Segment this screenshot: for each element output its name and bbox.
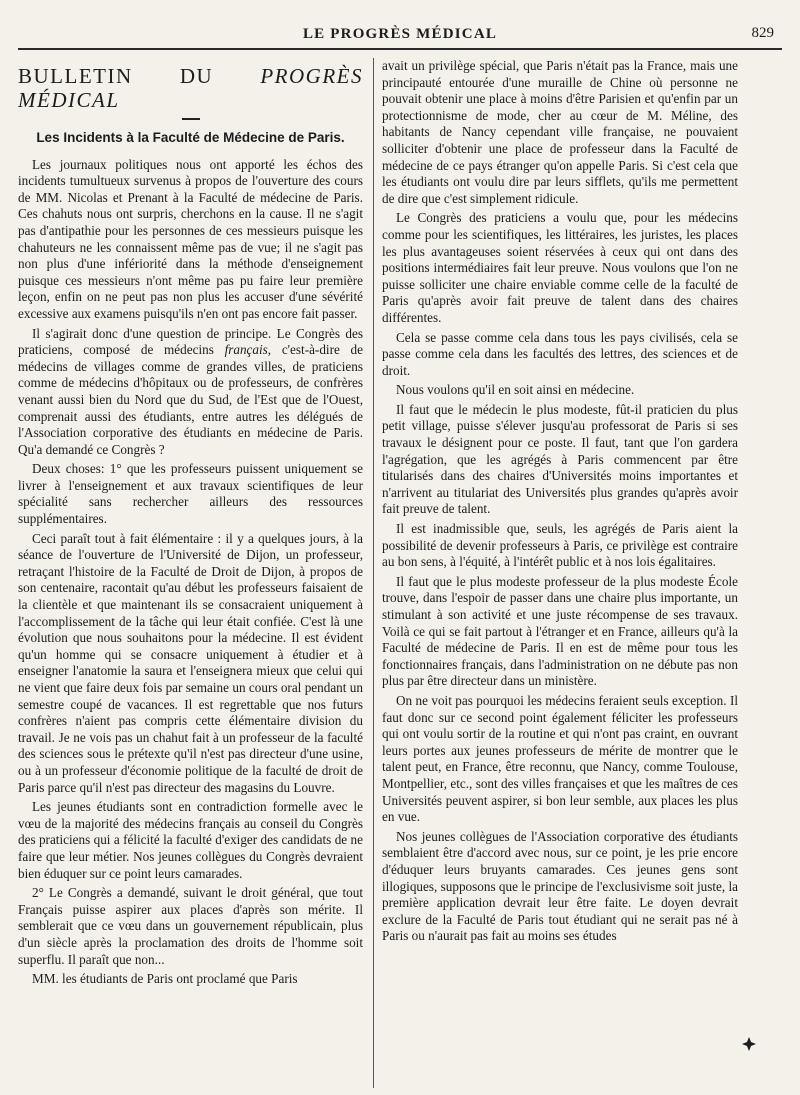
paragraph bbox=[18, 326, 363, 459]
paragraph: Il faut que le médecin le plus modeste, fût-il praticien du plus petit village, puisse s'élever jusqu'au professorat de Paris si ses travaux le désignent pour ce poste. Il faut, tant que l'on gardera l'agrégation, que les agrégés à Paris commencent par être titularisés dans des chaires d'Universités moins importantes et n'arrivent au titulariat des Universités plus grandes qu'après avoir fait preuve de talent. bbox=[382, 401, 738, 517]
paragraph: Il faut que le plus modeste professeur de la plus modeste École trouve, dans l'espoir de passer dans une chaire plus importante, un stimulant à son activité et une juste récompense de ses travaux. Voilà ce qui se fait partout à l'étranger et en France, ailleurs qu'à la Faculté de médecine de Paris. Il en est de même pour tous les fonctionnaires français, dans l'administration on ne débute pas non plus par être directeur dans un ministère. bbox=[382, 573, 738, 689]
paragraph: Cela se passe comme cela dans tous les pays civilisés, cela se passe comme cela dans les facultés des lettres, des sciences et de droit. bbox=[382, 329, 738, 378]
header-rule bbox=[18, 48, 782, 50]
paragraph: Il est inadmissible que, seuls, les agrégés de Paris aient la possibilité de devenir professeurs à Paris, ce privilège est contraire au bon sens, à l'équité, à l'intérêt public et à nos lois égalitaires. bbox=[382, 521, 738, 570]
journal-title: LE PROGRÈS MÉDICAL bbox=[302, 26, 498, 42]
bulletin-heading bbox=[18, 64, 363, 112]
paragraph: On ne voit pas pourquoi les médecins feraient seuls exception. Il faut donc sur ce second point également féliciter les professeurs qui ont voulu sortir de la routine et qui n'ont pas craint, en ouvrant leurs portes aux jeunes professeurs de mérite de montrer que le talent peut, en France, être reconnu, que Nancy, comme Toulouse, Montpellier, etc., sont des villes françaises et que les maîtres de ces Universités peuvent aspirer, si bon leur semble, aux places les plus en vue. bbox=[382, 692, 738, 825]
paragraph: Ceci paraît tout à fait élémentaire : il y a quelques jours, à la séance de l'ouverture de l'Université de Dijon, un professeur, retraçant l'histoire de la Faculté de Droit de Dijon, à propos de son centenaire, racontait qu'au début les professeurs faisaient de la clientèle et que maintenant ils se consacraient uniquement à l'accomplissement de la tâche qui leur était confiée. C'est là une évolution que nous souhaitons pour la médecine. Il est évident qu'un homme qui se consacre uniquement à étudier et à enseigner l'anatomie la saura et l'enseignera mieux que celui qui ne vient que faire deux fois par semaine un cours oral pendant un semestre coupé de vacances. Il est regrettable que nos futurs confrères n'aient pas compris cette élémentaire division du travail. Je ne vois pas un chahut fait à un professeur de la faculté des sciences sous le prétexte qu'il n'est pas directeur d'une usine, ou à un professeur d'économie politique de la faculté de droit de Paris parce qu'il n'est pas directeur des magasins du Louvre. bbox=[18, 530, 363, 795]
paragraph: Deux choses: 1° que les professeurs puissent uniquement se livrer à l'enseignement et aux travaux scientifiques de leur spécialité sans rechercher ailleurs des ressources supplémentaires. bbox=[18, 461, 363, 527]
right-column bbox=[382, 58, 738, 1088]
fleuron-icon bbox=[742, 1037, 756, 1051]
paragraph: Les journaux politiques nous ont apporté les échos des incidents tumultueux survenus à propos de l'ouverture des cours de MM. Nicolas et Prenant à la Faculté de médecine de Paris. Ces chahuts nous ont surpris, cherchons en la cause. Il ne s'agit pas d'antipathie pour les personnes de ces messieurs puisque les chahuteurs ne les connaissent même pas de vue; il ne s'agit pas non plus d'une infériorité dans la méthode d'enseignement puisque ces messieurs n'ont même pas pu faire leur première leçon, enfin on ne peut pas non plus les accuser d'une sévérité excessive aux examens puisqu'ils n'en ont pas encore fait passer. bbox=[18, 156, 363, 321]
page-number: 829 bbox=[751, 25, 774, 41]
paragraph-text: Il s'agirait donc d'une question de principe. Le Congrès des praticiens, composé de médecins bbox=[18, 325, 363, 358]
paragraph: avait un privilège spécial, que Paris n'était pas la France, mais une principauté entourée d'une muraille de Chine où personne ne pouvait obtenir une place à moins d'être Parisien et qu'enfin par un protectionnisme de mode, cher au cœur de M. Méline, des habitants de Nancy cependant ville française, ne pouvaient solliciter d'obtenir une place de professeur dans la Faculté de médecine de ce pays étranger qu'on appelle Paris. Si c'est cela que les étudiants ont voulu dire par leurs sifflets, qu'ils me permettent de dire que c'est simplement ridicule. bbox=[382, 58, 738, 206]
paragraph-text: , c'est-à-dire de médecins de villages comme de grandes villes, de praticiens comme de médecins d'hôpitaux ou de professeurs, de confrères venant aussi bien du Nord que du Sud, de l'Est que de l'Ouest, comprenait aussi des étudiants, entre autres les délégués de l'Association corporative des étudiants en médecine de Paris. Qu'a demandé ce Congrès ? bbox=[18, 342, 363, 457]
paragraph: 2° Le Congrès a demandé, suivant le droit général, que tout Français puisse aspirer aux places d'après son mérite. Il semblerait que ce vœu dans un gouvernement républicain, plus d'un siècle après la proclamation des droits de l'homme soit superflu. Il paraît que non... bbox=[18, 885, 363, 967]
paragraph: Nous voulons qu'il en soit ainsi en médecine. bbox=[396, 382, 635, 398]
paragraph-italic: français bbox=[224, 342, 268, 358]
column-divider bbox=[373, 58, 374, 1088]
paragraph: Nos jeunes collègues de l'Association corporative des étudiants semblaient être d'accord avec nous, sur ce point, je les prie encore d'éduquer leurs bruyants camarades. Ces jeunes gens sont illogiques, supposons que le principe de l'exclusivisme soit juste, la première application devrait leur être faite. Le doyen devrait exclure de la Faculté de Paris tout étudiant qui ne serait pas né à Paris ou n'aurait pas fait au moins ses études bbox=[382, 828, 738, 944]
paragraph: Les jeunes étudiants sont en contradiction formelle avec le vœu de la majorité des médecins français au conseil du Congrès des praticiens qui a félicité la faculté d'exiger des candidats de ne faire que leur métier. Nos jeunes collègues du Congrès devraient bien éduquer sur ce point leurs camarades. bbox=[18, 799, 363, 881]
article-title: Les Incidents à la Faculté de Médecine de Paris. bbox=[36, 130, 345, 145]
title-dash bbox=[182, 118, 200, 120]
paragraph: Le Congrès des praticiens a voulu que, pour les médecins comme pour les scientifiques, les littéraires, les juristes, les places les plus avantageuses soient réservées à ceux qui ont dans des positions intermédiaires fait leur preuve. Nous voulons que l'on ne puisse solliciter une chaire enviable comme celle de la faculté de Paris qu'après avoir fait preuve de talent dans des chaires différentes. bbox=[382, 210, 738, 325]
paragraph: MM. les étudiants de Paris ont proclamé que Paris bbox=[32, 971, 298, 987]
running-head bbox=[18, 24, 782, 48]
bulletin-emphasis: PROGRÈS MÉDICAL bbox=[18, 64, 363, 112]
left-column bbox=[18, 58, 363, 1088]
bulletin-prefix: BULLETIN DU bbox=[18, 64, 261, 88]
